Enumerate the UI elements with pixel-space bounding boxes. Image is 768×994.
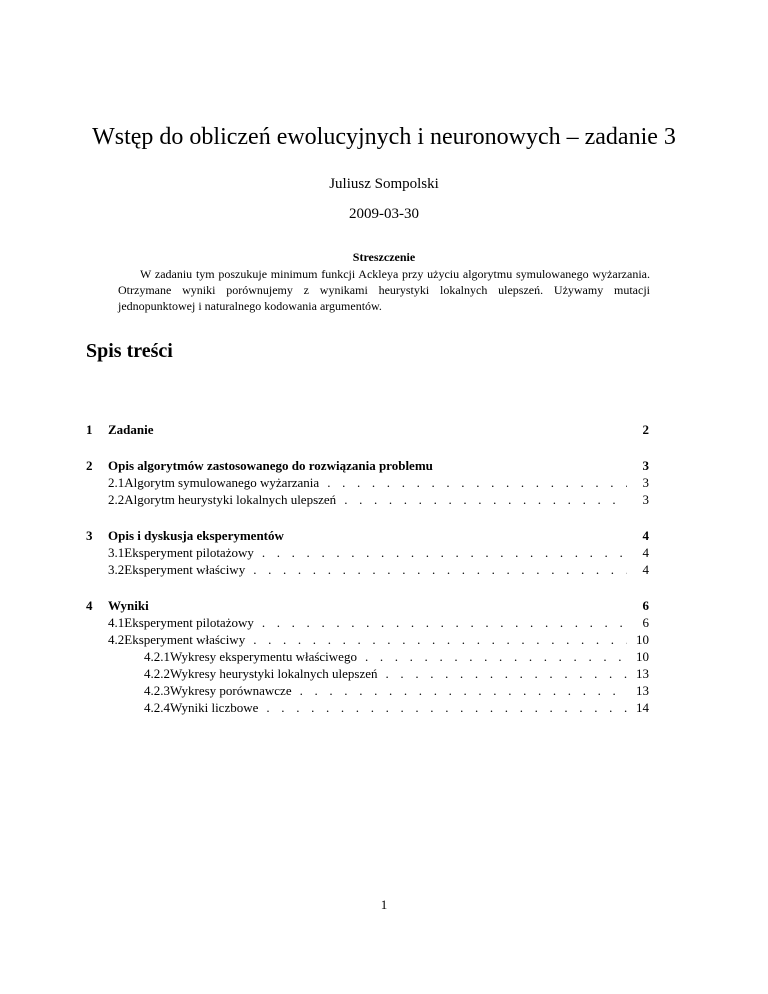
toc-entry[interactable] (86, 682, 649, 699)
document-title: Wstęp do obliczeń ewolucyjnych i neuronowych – zadanie 3 (92, 124, 676, 150)
toc-entry[interactable] (86, 614, 649, 631)
toc-entry-page: 10 (636, 649, 649, 664)
toc-entry-number: 4.2.4 (144, 700, 170, 715)
toc-entry-label: Wykresy eksperymentu właściwego (170, 649, 357, 664)
toc-entry-page: 6 (642, 598, 649, 613)
toc-leader-dots (262, 614, 627, 631)
toc-entry-number: 4.2.1 (144, 649, 170, 664)
toc-entry[interactable] (86, 597, 649, 614)
toc-leader-dots (300, 682, 627, 699)
toc-entry[interactable] (86, 491, 649, 508)
toc-leader-dots (365, 648, 627, 665)
toc-entry[interactable] (86, 457, 649, 474)
toc-leader-dots (386, 665, 627, 682)
toc-entry-page: 4 (642, 528, 649, 543)
toc-entry-number: 2.1 (108, 475, 125, 490)
toc-leader-dots (262, 544, 627, 561)
toc-entry-number: 2 (86, 458, 93, 473)
toc-entry-number: 1 (86, 422, 93, 437)
toc-entry-page: 2 (642, 422, 649, 437)
toc-entry[interactable] (86, 648, 649, 665)
toc-entry-page: 3 (642, 492, 649, 507)
toc-entry-page: 13 (636, 683, 649, 698)
toc-entry-number: 4.2 (108, 632, 125, 647)
toc-leader-dots (253, 631, 627, 648)
toc-entry-page: 6 (642, 615, 649, 630)
toc-entry[interactable] (86, 665, 649, 682)
toc-entry-number: 4 (86, 598, 93, 613)
toc-entry-page: 3 (642, 475, 649, 490)
abstract-heading: Streszczenie (352, 250, 416, 264)
toc-entry-number: 3 (86, 528, 93, 543)
toc-entry-label: Algorytm heurystyki lokalnych ulepszeń (124, 492, 337, 507)
toc-entry-label: Algorytm symulowanego wyżarzania (124, 475, 320, 490)
toc-entry-page: 10 (636, 632, 649, 647)
document-date: 2009-03-30 (349, 206, 419, 222)
toc-entry-page: 4 (642, 545, 649, 560)
toc-leader-dots (327, 474, 627, 491)
toc-entry-number: 3.2 (108, 562, 125, 577)
toc-entry-label: Eksperyment właściwy (124, 562, 246, 577)
toc-entry[interactable] (86, 527, 649, 544)
toc-entry-page: 3 (642, 458, 649, 473)
toc-entry-number: 4.2.3 (144, 683, 170, 698)
toc-entry-number: 2.2 (108, 492, 125, 507)
page-number: 1 (380, 897, 388, 912)
toc-leader-dots (266, 699, 627, 716)
toc-leader-dots (253, 561, 627, 578)
toc-entry-label: Eksperyment pilotażowy (124, 545, 254, 560)
toc-entry[interactable] (86, 631, 649, 648)
toc-entry[interactable] (86, 421, 649, 438)
toc-entry-label: Eksperyment właściwy (124, 632, 246, 647)
abstract-text: W zadaniu tym poszukuje minimum funkcji Ackleya przy użyciu algorytmu symulowanego wyżarzania. Otrzymane wyniki porównujemy z wynikami heurystyki lokalnych ulepszeń. Używamy mutacji jednopunktowej i naturalnego kodowania argumentów. (118, 267, 650, 313)
toc-entry-label: Eksperyment pilotażowy (124, 615, 254, 630)
toc-entry[interactable] (86, 544, 649, 561)
toc-entry-number: 4.1 (108, 615, 125, 630)
toc-entry[interactable] (86, 474, 649, 491)
toc-entry-label: Wyniki (108, 598, 149, 613)
toc-entry-page: 13 (636, 666, 649, 681)
toc-entry[interactable] (86, 699, 649, 716)
toc-heading: Spis treści (86, 340, 173, 362)
toc-entry-number: 4.2.2 (144, 666, 170, 681)
toc-entry[interactable] (86, 561, 649, 578)
toc-entry-page: 14 (636, 700, 649, 715)
toc-entry-label: Opis i dyskusja eksperymentów (108, 528, 284, 543)
toc-entry-label: Wyniki liczbowe (170, 700, 259, 715)
toc-entry-page: 4 (642, 562, 649, 577)
toc-entry-label: Opis algorytmów zastosowanego do rozwiązania problemu (108, 458, 433, 473)
document-author: Juliusz Sompolski (329, 176, 439, 192)
toc-entry-label: Wykresy porównawcze (170, 683, 292, 698)
toc-leader-dots (344, 491, 627, 508)
toc-entry-label: Zadanie (108, 422, 154, 437)
toc-entry-label: Wykresy heurystyki lokalnych ulepszeń (170, 666, 378, 681)
toc-entry-number: 3.1 (108, 545, 125, 560)
